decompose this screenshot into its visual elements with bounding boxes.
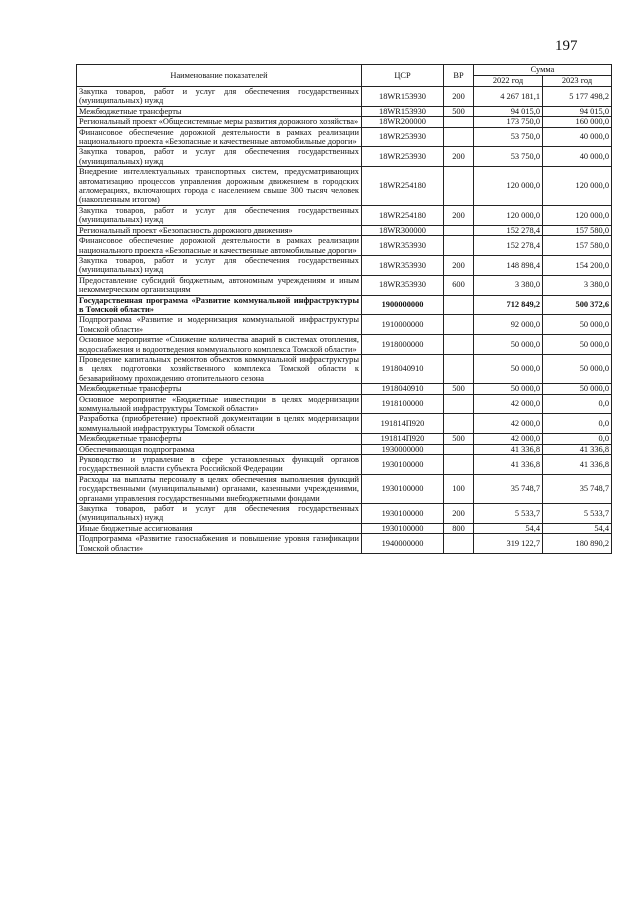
header-name: Наименование показателей xyxy=(77,65,362,87)
row-sum-2022: 4 267 181,1 xyxy=(474,87,543,107)
row-name: Иные бюджетные ассигнования xyxy=(77,523,362,533)
row-csr: 1918000000 xyxy=(362,335,444,355)
row-sum-2022: 120 000,0 xyxy=(474,167,543,206)
header-year-2023: 2023 год xyxy=(543,76,612,87)
row-csr: 18WR200000 xyxy=(362,117,444,127)
row-sum-2023: 120 000,0 xyxy=(543,205,612,225)
row-vr xyxy=(444,167,474,206)
row-sum-2023: 500 372,6 xyxy=(543,295,612,315)
row-sum-2022: 3 380,0 xyxy=(474,275,543,295)
row-name: Обеспечивающая подпрограмма xyxy=(77,444,362,454)
row-name: Закупка товаров, работ и услуг для обеспечения государственных (муниципальных) нужд xyxy=(77,87,362,107)
row-csr: 1930100000 xyxy=(362,474,444,503)
row-sum-2023: 40 000,0 xyxy=(543,147,612,167)
row-name: Межбюджетные трансферты xyxy=(77,384,362,394)
page-number: 197 xyxy=(555,38,578,54)
row-name: Основное мероприятие «Снижение количества аварий в системах отопления, водоснабжения и водоотведения коммунального комплекса Томской области» xyxy=(77,335,362,355)
table-row xyxy=(77,523,612,533)
row-sum-2023: 50 000,0 xyxy=(543,315,612,335)
row-sum-2022: 712 849,2 xyxy=(474,295,543,315)
row-sum-2022: 53 750,0 xyxy=(474,127,543,147)
row-sum-2023: 3 380,0 xyxy=(543,275,612,295)
row-vr: 200 xyxy=(444,87,474,107)
row-csr: 18WR253930 xyxy=(362,147,444,167)
row-sum-2023: 154 200,0 xyxy=(543,255,612,275)
row-name: Предоставление субсидий бюджетным, автономным учреждениям и иным некоммерческим организациям xyxy=(77,275,362,295)
row-sum-2023: 180 890,2 xyxy=(543,534,612,554)
row-vr xyxy=(444,394,474,414)
row-csr: 18WR353930 xyxy=(362,236,444,256)
row-sum-2022: 148 898,4 xyxy=(474,255,543,275)
row-sum-2023: 50 000,0 xyxy=(543,384,612,394)
table-row xyxy=(77,394,612,414)
row-vr xyxy=(444,534,474,554)
row-vr xyxy=(444,455,474,475)
row-name: Основное мероприятие «Бюджетные инвестиции в целях модернизации коммунальной инфраструктуры Томской области» xyxy=(77,394,362,414)
row-vr xyxy=(444,295,474,315)
table-row xyxy=(77,384,612,394)
table-row xyxy=(77,236,612,256)
table-row xyxy=(77,434,612,444)
row-vr xyxy=(444,117,474,127)
row-name: Закупка товаров, работ и услуг для обеспечения государственных (муниципальных) нужд xyxy=(77,504,362,524)
row-sum-2023: 0,0 xyxy=(543,414,612,434)
row-sum-2022: 92 000,0 xyxy=(474,315,543,335)
table-row xyxy=(77,117,612,127)
row-vr: 200 xyxy=(444,205,474,225)
table-row xyxy=(77,87,612,107)
row-sum-2023: 5 177 498,2 xyxy=(543,87,612,107)
row-sum-2023: 157 580,0 xyxy=(543,236,612,256)
row-vr xyxy=(444,225,474,235)
row-vr xyxy=(444,414,474,434)
row-sum-2023: 41 336,8 xyxy=(543,444,612,454)
row-vr: 500 xyxy=(444,106,474,116)
row-csr: 1930100000 xyxy=(362,455,444,475)
header-year-2022: 2022 год xyxy=(474,76,543,87)
row-name: Внедрение интеллектуальных транспортных систем, предусматривающих автоматизацию процессов управления дорожным движением в городских агломерациях, включающих города с населением свыше 300 тысяч человек (накопленным итогом) xyxy=(77,167,362,206)
table-row xyxy=(77,225,612,235)
row-sum-2022: 120 000,0 xyxy=(474,205,543,225)
row-sum-2022: 42 000,0 xyxy=(474,434,543,444)
table-row xyxy=(77,106,612,116)
table-row xyxy=(77,127,612,147)
row-csr: 191814П920 xyxy=(362,434,444,444)
header-vr: ВР xyxy=(444,65,474,87)
row-sum-2023: 50 000,0 xyxy=(543,335,612,355)
row-sum-2023: 0,0 xyxy=(543,434,612,444)
table-row xyxy=(77,315,612,335)
row-vr: 500 xyxy=(444,384,474,394)
table-row xyxy=(77,455,612,475)
row-sum-2022: 54,4 xyxy=(474,523,543,533)
row-csr: 1910000000 xyxy=(362,315,444,335)
row-sum-2023: 40 000,0 xyxy=(543,127,612,147)
header-sum: Сумма xyxy=(474,65,612,76)
row-vr xyxy=(444,354,474,383)
row-csr: 18WR153930 xyxy=(362,106,444,116)
row-vr: 800 xyxy=(444,523,474,533)
row-name: Подпрограмма «Развитие газоснабжения и повышение уровня газификации Томской области» xyxy=(77,534,362,554)
row-sum-2023: 50 000,0 xyxy=(543,354,612,383)
row-vr: 200 xyxy=(444,504,474,524)
table-row xyxy=(77,335,612,355)
row-sum-2022: 5 533,7 xyxy=(474,504,543,524)
table-row xyxy=(77,167,612,206)
table-row xyxy=(77,474,612,503)
row-csr: 1918100000 xyxy=(362,394,444,414)
row-vr: 200 xyxy=(444,255,474,275)
row-csr: 18WR353930 xyxy=(362,255,444,275)
row-sum-2023: 35 748,7 xyxy=(543,474,612,503)
row-sum-2022: 50 000,0 xyxy=(474,384,543,394)
row-sum-2022: 152 278,4 xyxy=(474,236,543,256)
table-row xyxy=(77,275,612,295)
row-name: Государственная программа «Развитие коммунальной инфраструктуры в Томской области» xyxy=(77,295,362,315)
row-sum-2022: 50 000,0 xyxy=(474,335,543,355)
row-sum-2022: 53 750,0 xyxy=(474,147,543,167)
table-body xyxy=(77,87,612,554)
row-csr: 18WR254180 xyxy=(362,167,444,206)
row-sum-2022: 94 015,0 xyxy=(474,106,543,116)
row-csr: 1930000000 xyxy=(362,444,444,454)
row-csr: 18WR253930 xyxy=(362,127,444,147)
table-row xyxy=(77,147,612,167)
row-csr: 1900000000 xyxy=(362,295,444,315)
row-vr: 200 xyxy=(444,147,474,167)
row-sum-2022: 319 122,7 xyxy=(474,534,543,554)
row-name: Закупка товаров, работ и услуг для обеспечения государственных (муниципальных) нужд xyxy=(77,255,362,275)
row-sum-2023: 120 000,0 xyxy=(543,167,612,206)
table-row xyxy=(77,534,612,554)
table-row xyxy=(77,255,612,275)
row-name: Межбюджетные трансферты xyxy=(77,106,362,116)
row-sum-2022: 41 336,8 xyxy=(474,455,543,475)
row-csr: 1940000000 xyxy=(362,534,444,554)
row-sum-2023: 160 000,0 xyxy=(543,117,612,127)
table-row xyxy=(77,205,612,225)
row-sum-2022: 173 750,0 xyxy=(474,117,543,127)
row-csr: 1930100000 xyxy=(362,523,444,533)
row-csr: 1930100000 xyxy=(362,504,444,524)
row-csr: 1918040910 xyxy=(362,384,444,394)
table-row xyxy=(77,414,612,434)
budget-table xyxy=(76,64,612,554)
row-vr: 600 xyxy=(444,275,474,295)
row-name: Финансовое обеспечение дорожной деятельности в рамках реализации национального проекта «Безопасные и качественные автомобильные дороги» xyxy=(77,127,362,147)
row-csr: 18WR254180 xyxy=(362,205,444,225)
row-vr xyxy=(444,236,474,256)
row-sum-2022: 35 748,7 xyxy=(474,474,543,503)
row-csr: 191814П920 xyxy=(362,414,444,434)
row-name: Руководство и управление в сфере установленных функций органов государственной власти субъекта Российской Федерации xyxy=(77,455,362,475)
header-csr: ЦСР xyxy=(362,65,444,87)
table-row xyxy=(77,295,612,315)
row-sum-2022: 42 000,0 xyxy=(474,394,543,414)
row-name: Разработка (приобретение) проектной документации в целях модернизации коммунальной инфраструктуры Томской области xyxy=(77,414,362,434)
row-name: Межбюджетные трансферты xyxy=(77,434,362,444)
row-csr: 1918040910 xyxy=(362,354,444,383)
row-name: Закупка товаров, работ и услуг для обеспечения государственных (муниципальных) нужд xyxy=(77,205,362,225)
row-name: Расходы на выплаты персоналу в целях обеспечения выполнения функций государственными (муниципальными) органами, казенными учреждениями, органами управления государственными внебюджетными фондами xyxy=(77,474,362,503)
row-sum-2023: 94 015,0 xyxy=(543,106,612,116)
row-vr xyxy=(444,335,474,355)
row-name: Региональный проект «Безопасность дорожного движения» xyxy=(77,225,362,235)
row-sum-2023: 5 533,7 xyxy=(543,504,612,524)
row-sum-2022: 41 336,8 xyxy=(474,444,543,454)
row-name: Региональный проект «Общесистемные меры развития дорожного хозяйства» xyxy=(77,117,362,127)
table-row xyxy=(77,354,612,383)
row-vr: 100 xyxy=(444,474,474,503)
row-vr xyxy=(444,127,474,147)
row-name: Финансовое обеспечение дорожной деятельности в рамках реализации национального проекта «Безопасные и качественные автомобильные дороги» xyxy=(77,236,362,256)
row-vr xyxy=(444,315,474,335)
row-sum-2022: 152 278,4 xyxy=(474,225,543,235)
row-sum-2023: 54,4 xyxy=(543,523,612,533)
row-sum-2023: 157 580,0 xyxy=(543,225,612,235)
row-vr: 500 xyxy=(444,434,474,444)
table-row xyxy=(77,444,612,454)
row-sum-2022: 50 000,0 xyxy=(474,354,543,383)
row-name: Подпрограмма «Развитие и модернизация коммунальной инфраструктуры Томской области» xyxy=(77,315,362,335)
row-name: Проведение капитальных ремонтов объектов коммунальной инфраструктуры в целях подготовки хозяйственного комплекса Томской области к безаварийному прохождению отопительного сезона xyxy=(77,354,362,383)
row-name: Закупка товаров, работ и услуг для обеспечения государственных (муниципальных) нужд xyxy=(77,147,362,167)
row-sum-2023: 41 336,8 xyxy=(543,455,612,475)
table-row xyxy=(77,504,612,524)
row-csr: 18WR153930 xyxy=(362,87,444,107)
row-csr: 18WR300000 xyxy=(362,225,444,235)
row-csr: 18WR353930 xyxy=(362,275,444,295)
row-sum-2023: 0,0 xyxy=(543,394,612,414)
row-sum-2022: 42 000,0 xyxy=(474,414,543,434)
row-vr xyxy=(444,444,474,454)
